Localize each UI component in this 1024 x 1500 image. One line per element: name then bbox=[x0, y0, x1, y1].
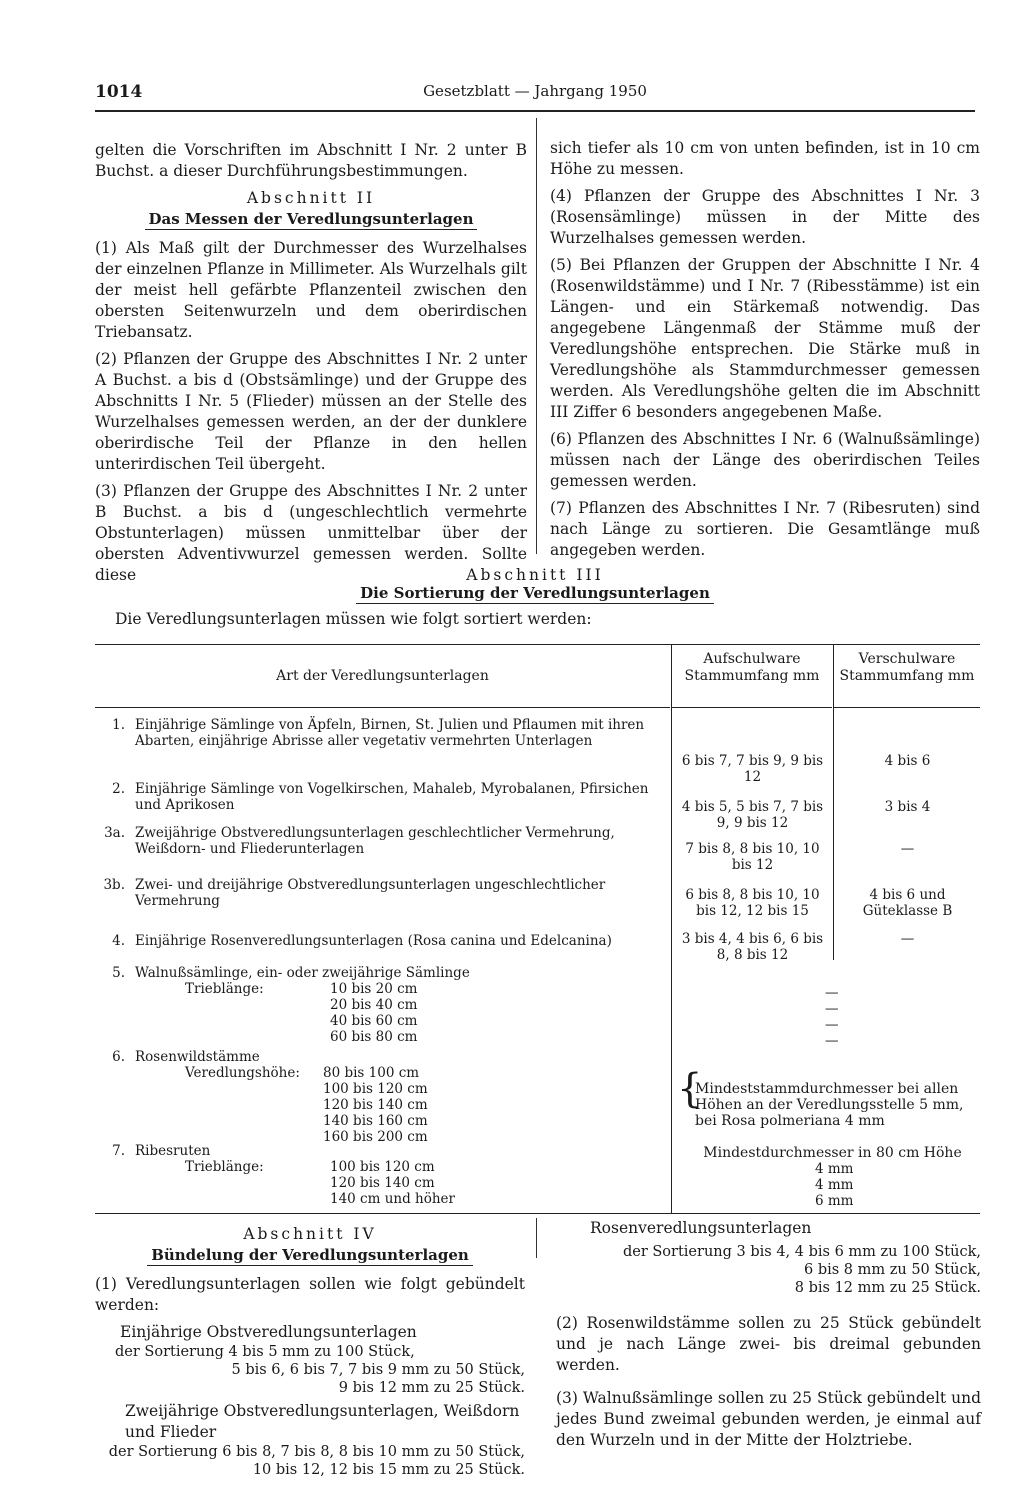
column-divider bbox=[536, 118, 537, 554]
row-text: Einjährige Sämlinge von Äpfeln, Birnen, St. Julien und Pflaumen mit ihren Abarten, einjährige Abrisse aller vegetativ vermehrten Unterlagen bbox=[135, 717, 645, 749]
row-text: Zwei- und dreijährige Obstveredlungsunterlagen ungeschlechtlicher Vermehrung bbox=[135, 877, 606, 909]
paragraph-4-3: (3) Walnußsämlinge sollen zu 25 Stück gebündelt und jedes Bund zweimal gebunden werden, je einmal auf den Wurzeln und in der Mitte der Holztriebe. bbox=[556, 1389, 981, 1449]
section-3-intro: Die Veredlungsunterlagen müssen wie folgt sortiert werden: bbox=[115, 610, 592, 628]
row-6-note: Mindeststammdurchmesser bei allen Höhen an der Veredlungsstelle 5 mm, bei Rosa polmeriana 4 mm bbox=[695, 1081, 964, 1129]
section-4-column bbox=[95, 1218, 525, 1479]
paragraph-2-1: (1) Als Maß gilt der Durchmesser des Wurzelhalses der einzelnen Pflanze in Millimeter. Als Wurzelhals gilt der meist hell gefärbte Pflanzenteil zwischen den obersten Seitenwurzeln und dem oberirdischen Triebansatz. bbox=[95, 239, 527, 341]
row-aufschulware: 6 bis 7, 7 bis 9, 9 bis 12 bbox=[681, 753, 824, 785]
header-aufschulware: Aufschulware Stammumfang mm bbox=[672, 645, 832, 708]
sorting-table: Art der Veredlungsunterlagen Aufschulware Stammumfang mm Verschulware Stammumfang mm 1. Einjährige Sämlinge von Äpfeln, Birnen, St. Julien und Pflaumen mit ihren Abarten, einjährige Abrisse aller vegetativ vermehrten Unterlagen 6 bis 7, 7 bis 9, 9 bis 12 4 bis 6 2. Einjährige Sämlinge von Vogelkirschen, Mahaleb, Myrobalanen, Pfirsichen und Aprikosen 4 bis 5, 5 bis 7, 7 bis 9, 9 bis 12 3 bis 4 3a. Zweijährige Obstveredlungsunterlagen geschlechtlicher Vermehrung, Weißdorn- und Fliederunterlagen 7 bis 8, 8 bis 10, 10 bis 12 — 3b. Zwei- und dreijährige Obstveredlungsunterlagen ungeschlechtlicher Vermehrung 6 bis 8, 8 bis 10, 10 bis 12, 12 bis 15 4 bis 6 und Güteklasse B 4. Einjährige Rosenveredlungsunterlagen (Rosa canina und Edelcanina) 3 bis 4, 4 bis 6, 6 bis 8, 8 bis 12 — 5. Walnußsämlinge, ein- oder zweijährige Sämlinge Trieblänge: 10 bis 20 cm 20 bis 40 cm 40 bis 60 cm 60 bis 80 cm — — — — 6. Rosenwildstämme Veredlungshöhe: 80 bis 100 cm 100 bis 120 cm 120 bis 140 cm 140 bis 160 cm 160 bis 200 cm { Mindeststammdurchmesser bei allen Höhen an der Veredlungsstelle 5 mm, bei Rosa polmeriana 4 mm 7. Ribesruten Trieblänge: 100 bis 120 cm 120 bis 140 cm 140 cm und höher Mindestdurchmesser in 80 cm Höhe 4 mm 4 mm 6 mm bbox=[95, 644, 980, 1214]
table-divider-2 bbox=[833, 645, 834, 960]
row-aufschulware: 7 bis 8, 8 bis 10, 10 bis 12 bbox=[685, 841, 820, 873]
row-text: Einjährige Rosenveredlungsunterlagen (Rosa canina und Edelcanina) bbox=[135, 933, 612, 949]
row-verschulware: — bbox=[900, 931, 915, 947]
row-7-note: Mindestdurchmesser in 80 cm Höhe bbox=[703, 1145, 962, 1161]
section-3-heading bbox=[95, 560, 975, 628]
paragraph-2-2: (2) Pflanzen der Gruppe des Abschnittes I Nr. 2 unter A Buchst. a bis d (Obstsämlinge) und der Gruppe des Abschnitts I Nr. 5 (Flieder) müssen an der Stelle des Wurzelhalses gemessen werden, an der der dunklere oberirdische Teil der Pflanze in den hellen unterirdischen Teil übergeht. bbox=[95, 350, 527, 473]
row-verschulware: — bbox=[900, 841, 915, 857]
row-verschulware: 3 bis 4 bbox=[884, 799, 931, 815]
group-2-title: Zweijährige Obstveredlungsunterlagen, Weißdorn und Flieder bbox=[125, 1402, 520, 1441]
section-4-right-column bbox=[556, 1218, 981, 1457]
page-header bbox=[95, 82, 975, 112]
paragraph-2-3-cont: sich tiefer als 10 cm von unten befinden, ist in 10 cm Höhe zu messen. bbox=[550, 139, 980, 178]
section-4-title: Bündelung der Veredlungsunterlagen bbox=[95, 1245, 525, 1266]
right-column bbox=[550, 138, 980, 567]
group-3-lines: der Sortierung 3 bis 4, 4 bis 6 mm zu 100 Stück, 6 bis 8 mm zu 50 Stück, 8 bis 12 mm zu 25 Stück. bbox=[622, 1244, 981, 1296]
paragraph-2-6: (6) Pflanzen des Abschnittes I Nr. 6 (Walnußsämlinge) müssen nach der Länge des oberirdischen Teiles gemessen werden. bbox=[550, 430, 980, 490]
paragraph-2-5: (5) Bei Pflanzen der Gruppen der Abschnitte I Nr. 4 (Rosenwildstämme) und I Nr. 7 (Ribesstämme) ist ein Längen- und ein Stärkemaß notwendig. Das angegebene Längenmaß der Stämme muß der Veredlungshöhe entsprechen. Die Stärke muß in Veredlungshöhe als Stammdurchmesser gemessen werden. Als Veredlungshöhe gelten die im Abschnitt III Ziffer 6 besonders angegebenen Maße. bbox=[550, 256, 980, 421]
row-text: Einjährige Sämlinge von Vogelkirschen, Mahaleb, Myrobalanen, Pfirsichen und Aprikosen bbox=[135, 781, 649, 813]
header-verschulware: Verschulware Stammumfang mm bbox=[834, 645, 980, 708]
paragraph-2-3: (3) Pflanzen der Gruppe des Abschnittes I Nr. 2 unter B Buchst. a bis d (ungeschlechtlich vermehrte Obstunterlagen) müssen unmittelbar über der obersten Adventivwurzel gemessen werden. Sollte diese bbox=[95, 482, 527, 584]
left-column bbox=[95, 140, 527, 592]
paragraph-4-1: (1) Veredlungsunterlagen sollen wie folgt gebündelt werden: bbox=[95, 1275, 525, 1314]
paragraph-2-7: (7) Pflanzen des Abschnittes I Nr. 7 (Ribesruten) sind nach Länge zu sortieren. Die Gesamtlänge muß angegeben werden. bbox=[550, 499, 980, 559]
section-2-title: Das Messen der Veredlungsunterlagen bbox=[95, 209, 527, 230]
row-verschulware: 4 bis 6 und Güteklasse B bbox=[862, 887, 953, 919]
intro-paragraph: gelten die Vorschriften im Abschnitt I Nr. 2 unter B Buchst. a dieser Durchführungsbestimmungen. bbox=[95, 141, 527, 180]
header-art: Art der Veredlungsunterlagen bbox=[95, 645, 670, 708]
brace-icon: { bbox=[677, 1066, 703, 1112]
group-1-title: Einjährige Obstveredlungsunterlagen bbox=[120, 1323, 417, 1341]
row-text: Zweijährige Obstveredlungsunterlagen geschlechtlicher Vermehrung, Weißdorn- und Fliederunterlagen bbox=[135, 825, 615, 857]
paragraph-2-4: (4) Pflanzen der Gruppe des Abschnittes I Nr. 3 (Rosensämlinge) müssen in der Mitte des Wurzelhalses gemessen werden. bbox=[550, 187, 980, 247]
section-3-title: Die Sortierung der Veredlungsunterlagen bbox=[95, 584, 975, 602]
group-3-title: Rosenveredlungsunterlagen bbox=[590, 1219, 812, 1237]
row-aufschulware: 3 bis 4, 4 bis 6, 6 bis 8, 8 bis 12 bbox=[681, 931, 824, 963]
page-number: 1014 bbox=[95, 82, 143, 102]
table-divider-1 bbox=[671, 645, 672, 1213]
section-4-label: Abschnitt IV bbox=[243, 1225, 377, 1243]
section-2-label: Abschnitt II bbox=[246, 189, 376, 207]
row-aufschulware: 4 bis 5, 5 bis 7, 7 bis 9, 9 bis 12 bbox=[681, 799, 824, 831]
group-2-lines: der Sortierung 6 bis 8, 7 bis 8, 8 bis 10 mm zu 50 Stück, 10 bis 12, 12 bis 15 mm zu 25 Stück. bbox=[108, 1444, 525, 1478]
group-1-lines: der Sortierung 4 bis 5 mm zu 100 Stück, 5 bis 6, 6 bis 7, 7 bis 9 mm zu 50 Stück, 9 bis 12 mm zu 25 Stück. bbox=[115, 1344, 525, 1396]
bottom-divider bbox=[536, 1218, 537, 1258]
paragraph-4-2: (2) Rosenwildstämme sollen zu 25 Stück gebündelt und je nach Länge zwei- bis dreimal gebunden werden. bbox=[556, 1314, 981, 1374]
row-verschulware: 4 bis 6 bbox=[884, 753, 931, 769]
header-title: Gesetzblatt — Jahrgang 1950 bbox=[423, 82, 647, 100]
section-3-label: Abschnitt III bbox=[466, 566, 604, 584]
row-aufschulware: 6 bis 8, 8 bis 10, 10 bis 12, 12 bis 15 bbox=[685, 887, 820, 919]
